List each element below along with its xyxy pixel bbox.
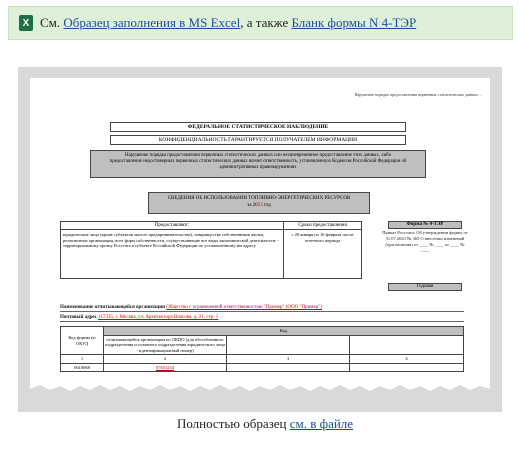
deadline-header: Сроки предоставления — [284, 222, 361, 230]
num-3: 3 — [227, 355, 350, 364]
form-blank-link[interactable]: Бланк формы N 4-ТЭР — [291, 15, 417, 30]
svedeniya-title: СВЕДЕНИЯ ОБ ИСПОЛЬЗОВАНИИ ТОПЛИВНО-ЭНЕРГЕТИЧЕСКИХ РЕСУРСОВ — [167, 196, 351, 201]
providers-body: юридические лица (кроме субъектов малого предпринимательства), товарищества собственников жилья, религиозные организации, всех форм собственности, осуществляющие все виды экономической деятельности: - территориальному органу Росстата в субъекте Российской Федерации по установленному им адресу — [63, 232, 280, 248]
full-sample-link[interactable]: см. в файле — [289, 416, 354, 431]
torn-edge — [30, 383, 490, 396]
doc-confidentiality: КОНФИДЕНЦИАЛЬНОСТЬ ГАРАНТИРУЕТСЯ ПОЛУЧАТЕЛЕМ ИНФОРМАЦИИ — [110, 135, 406, 145]
org-name-row: Наименование отчитывающейся организации Общество с ограниченной ответственностью "Пример" (ООО "Пример") — [60, 304, 464, 312]
deadline-box — [284, 221, 362, 279]
form-order-text: Приказ Росстата: Об утверждении формы от 31.07.2023 № 365 О внесении изменений (при наличии) от ____ № ____ от ____ № ____ — [382, 230, 468, 253]
providers-box — [60, 221, 284, 279]
document-preview — [18, 67, 502, 412]
periodicity-box: Годовая — [388, 283, 462, 291]
svedeniya-year: за 2023 год — [247, 203, 271, 208]
col-okud: Код формы по ОКУД — [61, 327, 104, 355]
col-okpo: отчитывающейся организации по ОКПО (для обособленного подразделения и головного подразделения юридического лица - идентификационный номер) — [105, 336, 225, 353]
svedeniya-box — [148, 192, 370, 214]
num-1: 1 — [61, 355, 104, 364]
info-banner — [8, 6, 513, 40]
cell-empty-4 — [350, 363, 464, 372]
form-number: Форма № 4-ТЭР — [388, 221, 462, 229]
num-2: 2 — [104, 355, 227, 364]
banner-prefix: См. — [40, 15, 61, 30]
num-4: 4 — [350, 355, 464, 364]
col-kod: Код — [104, 327, 464, 336]
codes-table — [60, 326, 464, 372]
deadline-body: с 20 января по 16 февраля после отчетного периода — [291, 232, 354, 243]
col-empty-4 — [350, 335, 464, 355]
doc-warning: Нарушение порядка предоставления первичных статистических данных или несвоевременное предоставление этих данных, либо предоставление недостоверных первичных статистических данных влечет ответственность, установленную Кодексом Российской Федерации об административных правонарушениях — [90, 150, 426, 178]
footer-prefix: Полностью образец — [176, 416, 287, 431]
excel-icon: X — [19, 15, 33, 31]
okud-value: 0610068 — [61, 363, 104, 372]
org-address-row: Почтовый адрес 117335, г. Москва, ул. Архитектора Власова, д. 21, стр. 1 — [60, 314, 464, 322]
excel-sample-link[interactable]: Образец заполнения в MS Excel — [63, 15, 241, 30]
footer-line — [0, 416, 530, 432]
top-note: Нарушение порядка предоставления первичных статистических данных ... — [354, 92, 482, 97]
cell-empty-3 — [227, 363, 350, 372]
banner-middle: , а также — [240, 15, 289, 30]
providers-header: Предоставляют: — [61, 222, 283, 230]
okpo-value: 07651234 — [104, 363, 227, 372]
col-empty-3 — [227, 335, 350, 355]
doc-title: ФЕДЕРАЛЬНОЕ СТАТИСТИЧЕСКОЕ НАБЛЮДЕНИЕ — [110, 122, 406, 132]
document-page — [30, 78, 490, 396]
